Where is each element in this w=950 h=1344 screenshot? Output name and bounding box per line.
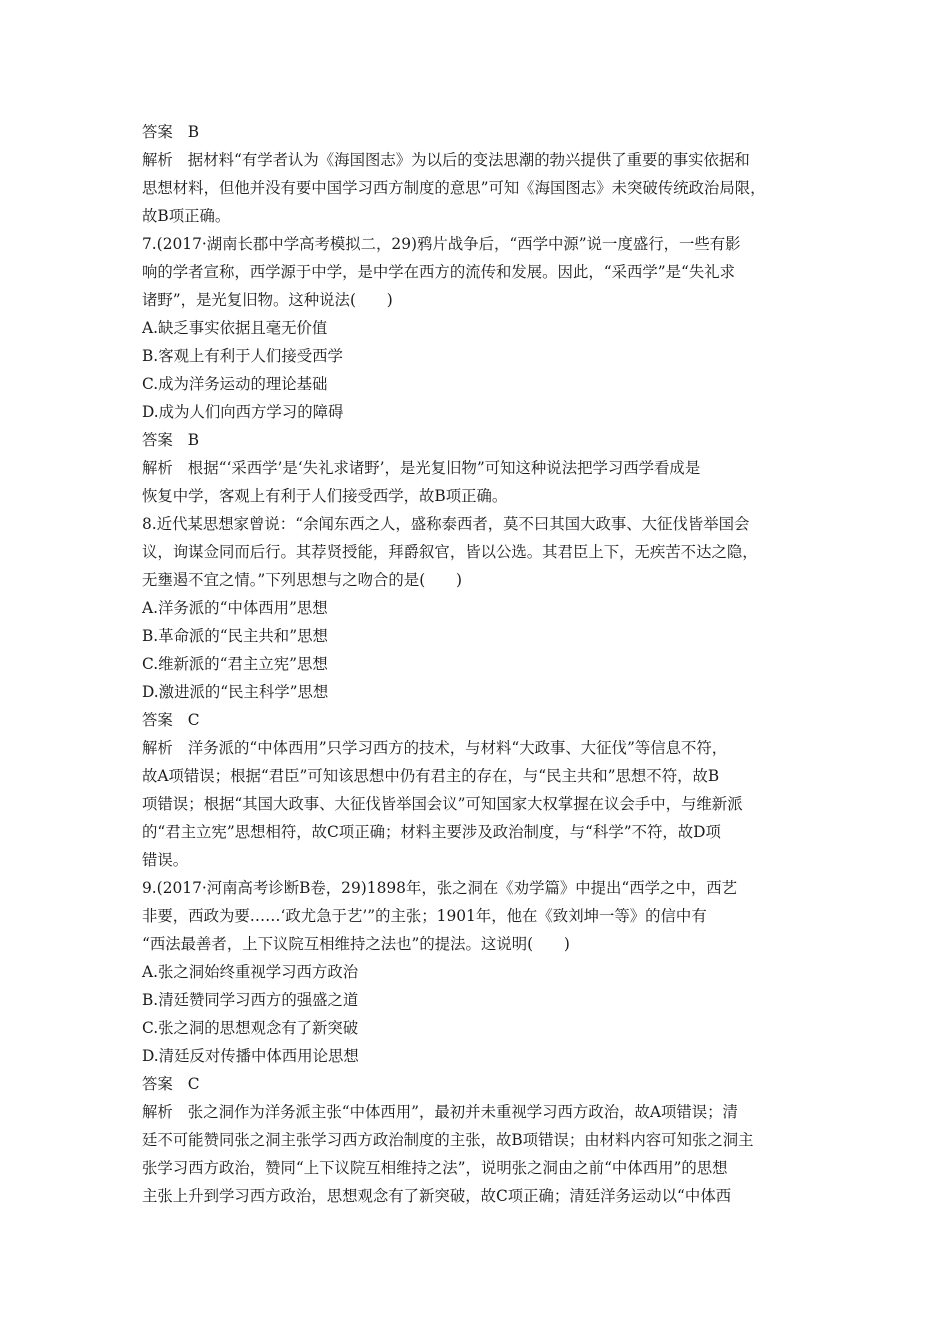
- question-stem: 9.(2017·河南高考诊断B卷，29)1898年，张之洞在《劝学篇》中提出“西学之中，西艺: [142, 879, 738, 897]
- option-d: D.激进派的“民主科学”思想: [142, 683, 329, 701]
- analysis-line: [142, 146, 817, 174]
- question-stem: 非要，西政为要……‘政尤急于艺’”的主张；1901年，他在《致刘坤一等》的信中有: [142, 907, 707, 925]
- analysis-text: 项错误；根据“其国大政事、大征伐皆举国会议”可知国家大权掌握在议会手中，与维新派: [142, 795, 743, 813]
- option-c: C.成为洋务运动的理论基础: [142, 375, 328, 393]
- option-c: C.张之洞的思想观念有了新突破: [142, 1019, 359, 1037]
- analysis-line: [142, 1098, 817, 1126]
- answer-label: 答案: [142, 711, 173, 729]
- analysis-label: 解析: [142, 459, 173, 477]
- analysis-text: 洋务派的“中体西用”只学习西方的技术，与材料“大政事、大征伐”等信息不符，: [187, 739, 728, 757]
- question-stem: 7.(2017·湖南长郡中学高考模拟二，29)鸦片战争后，“西学中源”说一度盛行，一些有影: [142, 235, 741, 253]
- answer-label: 答案: [142, 1075, 173, 1093]
- answer-value: B: [187, 123, 200, 141]
- question-stem: 无壅遏不宜之情。”下列思想与之吻合的是( ): [142, 571, 462, 589]
- option-d: D.成为人们向西方学习的障碍: [142, 403, 344, 421]
- document-page: [142, 118, 817, 1210]
- answer-value: C: [187, 711, 200, 729]
- analysis-text: 主张上升到学习西方政治，思想观念有了新突破，故C项正确；清廷洋务运动以“中体西: [142, 1187, 732, 1205]
- option-a: A.洋务派的“中体西用”思想: [142, 599, 328, 617]
- answer-line: [142, 118, 817, 146]
- answer-line: [142, 1070, 817, 1098]
- question-stem: 响的学者宣称，西学源于中学，是中学在西方的流传和发展。因此，“采西学”是“失礼求: [142, 263, 736, 281]
- analysis-text: 故B项正确。: [142, 207, 231, 225]
- analysis-line: [142, 734, 817, 762]
- analysis-text: 恢复中学，客观上有利于人们接受西学，故B项正确。: [142, 487, 508, 505]
- answer-label: 答案: [142, 431, 173, 449]
- analysis-label: 解析: [142, 739, 173, 757]
- answer-label: 答案: [142, 123, 173, 141]
- question-stem: 议，询谋佥同而后行。其荐贤授能，拜爵叙官，皆以公选。其君臣上下，无疾苦不达之隐，: [142, 543, 758, 561]
- option-b: B.清廷赞同学习西方的强盛之道: [142, 991, 359, 1009]
- answer-line: [142, 426, 817, 454]
- option-a: A.张之洞始终重视学习西方政治: [142, 963, 359, 981]
- option-c: C.维新派的“君主立宪”思想: [142, 655, 328, 673]
- analysis-label: 解析: [142, 151, 173, 169]
- option-d: D.清廷反对传播中体西用论思想: [142, 1047, 359, 1065]
- analysis-text: 错误。: [142, 851, 189, 869]
- analysis-text: 张学习西方政治，赞同“上下议院互相维持之法”，说明张之洞由之前“中体西用”的思想: [142, 1159, 728, 1177]
- answer-value: C: [187, 1075, 200, 1093]
- question-stem: 8.近代某思想家曾说：“余闻东西之人，盛称泰西者，莫不曰其国大政事、大征伐皆举国会: [142, 515, 750, 533]
- analysis-text: 根据“‘采西学’是‘失礼求诸野’，是光复旧物”可知这种说法把学习西学看成是: [187, 459, 701, 477]
- analysis-text: 据材料“有学者认为《海国图志》为以后的变法思潮的勃兴提供了重要的事实依据和: [187, 151, 750, 169]
- option-a: A.缺乏事实依据且毫无价值: [142, 319, 328, 337]
- analysis-text: 思想材料，但他并没有要中国学习西方制度的意思”可知《海国图志》未突破传统政治局限，: [142, 179, 766, 197]
- analysis-text: 廷不可能赞同张之洞主张学习西方政治制度的主张，故B项错误；由材料内容可知张之洞主: [142, 1131, 754, 1149]
- answer-value: B: [187, 431, 200, 449]
- analysis-text: 张之洞作为洋务派主张“中体西用”，最初并未重视学习西方政治，故A项错误；清: [187, 1103, 738, 1121]
- analysis-line: [142, 454, 817, 482]
- question-stem: 诸野”，是光复旧物。这种说法( ): [142, 291, 393, 309]
- option-b: B.革命派的“民主共和”思想: [142, 627, 328, 645]
- option-b: B.客观上有利于人们接受西学: [142, 347, 343, 365]
- analysis-text: 的“君主立宪”思想相符，故C项正确；材料主要涉及政治制度，与“科学”不符，故D项: [142, 823, 721, 841]
- analysis-text: 故A项错误；根据“君臣”可知该思想中仍有君主的存在，与“民主共和”思想不符，故B: [142, 767, 720, 785]
- question-stem: “西法最善者，上下议院互相维持之法也”的提法。这说明( ): [142, 935, 570, 953]
- answer-line: [142, 706, 817, 734]
- analysis-label: 解析: [142, 1103, 173, 1121]
